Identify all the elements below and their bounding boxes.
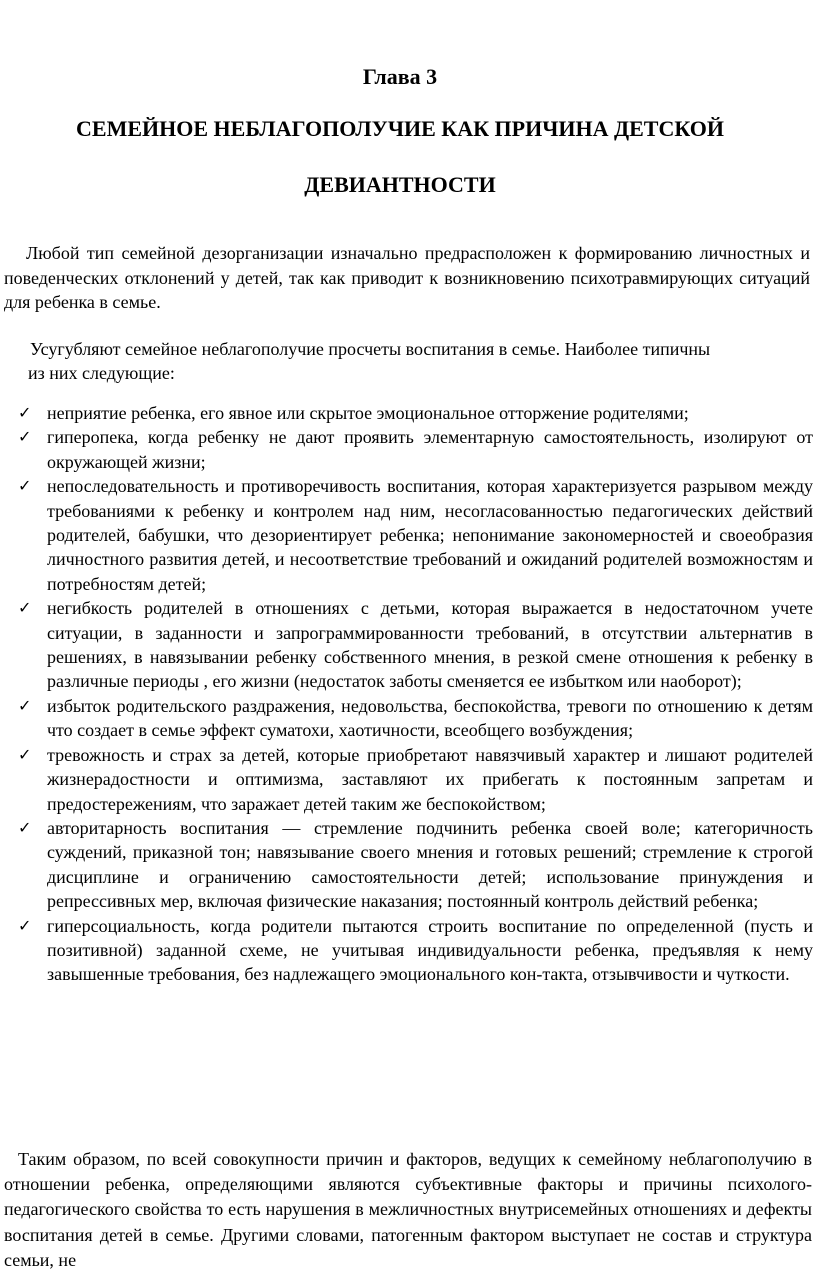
list-item-text: гиперсоциальность, когда родители пытаются строить воспитание по определенной (пусть и позитивной) заданной схеме, не учитывая индивидуальности ребенка, предъявляя к нему завышенные требования, без надлежащего эмоционального кон-такта, отзывчивости и чуткости. [47, 915, 813, 985]
second-paragraph-line-1: Усугубляют семейное неблагополучие просчеты воспитания в семье. Наиболее типичны [30, 339, 711, 359]
checkmark-icon: ✓ [18, 744, 32, 764]
checkmark-icon: ✓ [18, 403, 32, 422]
second-paragraph-line-2: из них следующие: [28, 363, 175, 383]
list-item-text: избыток родительского раздражения, недовольства, беспокойства, тревоги по отношению к детям что создает в семье эффект суматохи, хаотичности, всеобщего возбуждения; [47, 695, 813, 741]
list-item-text: негибкость родителей в отношениях с детьми, которая выражается в недостаточном учете ситуации, в заданности и запрограммированности требований, в отсутствии альтернатив в решениях, в навязывании ребенку собственного мнения, в резкой смене отношения к ребенку в различные периоды , его жизни (недостаток заботы сменяется ее избытком или наоборот); [47, 598, 813, 692]
list-item-text: авторитарность воспитания — стремление подчинить ребенка своей воле; категоричность суждений, приказной тон; навязывание своего мнения и готовых решений; стремление к строгой дисциплине и ограничению самостоятельности детей; использование принуждения и репрессивных мер, включая физические наказания; постоянный контроль действий ребенка; [47, 817, 813, 912]
list-item-text: гиперопека, когда ребенку не дают проявить элементарную самостоятельность, изолируют от окружающей жизни; [47, 427, 813, 472]
list-item [18, 474, 813, 596]
list-item [18, 425, 813, 474]
list-item-text: непоследовательность и противоречивость воспитания, которая характеризуется разрывом между требованиями к ребенку и контролем над ним, несогласованностью педагогических действий родителей, бабушки, что дезориентирует ребенка; непонимание закономерностей и своеобразия личностного развития детей, и несоответствие требований и ожиданий родителей возможностям и потребностям детей; [47, 476, 813, 594]
checkmark-icon: ✓ [18, 915, 32, 935]
list-item [18, 401, 813, 425]
conclusion-paragraph: Таким образом, по всей совокупности причин и факторов, ведущих к семейному неблагополучию в отношении ребенка, определяющими являются субъективные факторы и причины психолого-педагогического свойства то есть нарушения в межличностных внутрисемейных отношениях и дефекты воспитания детей в семье. Другими словами, патогенным фактором выступает не состав и структура семьи, не [4, 1149, 812, 1270]
list-item [18, 596, 813, 694]
upbringing-errors-list [18, 401, 813, 987]
list-item [18, 743, 813, 816]
checkmark-icon: ✓ [18, 598, 32, 618]
list-item [18, 694, 813, 743]
checkmark-icon: ✓ [18, 427, 32, 447]
intro-paragraph: Любой тип семейной дезорганизации изначально предрасположен к формированию личностных и поведенческих отклонений у детей, так как приводит к возникновению психотравмирующих ситуаций для ребенка в семье. [4, 243, 810, 313]
list-item [18, 816, 813, 914]
chapter-heading: Глава 3 [362, 64, 438, 89]
checkmark-icon: ✓ [18, 476, 32, 496]
checkmark-icon: ✓ [18, 817, 32, 837]
list-item-text: неприятие ребенка, его явное или скрытое эмоциональное отторжение родителями; [47, 403, 689, 423]
second-paragraph [30, 337, 812, 385]
list-item [18, 914, 813, 987]
chapter-title-line-2: ДЕВИАНТНОСТИ [304, 172, 496, 197]
chapter-title-line-1: СЕМЕЙНОЕ НЕБЛАГОПОЛУЧИЕ КАК ПРИЧИНА ДЕТСКОЙ [76, 116, 724, 141]
list-item-text: тревожность и страх за детей, которые приобретают навязчивый характер и лишают родителей жизнерадостности и оптимизма, заставляют их прибегать к постоянным запретам и предостережениям, что заражает детей таким же беспокойством; [47, 744, 813, 814]
checkmark-icon: ✓ [18, 695, 32, 715]
